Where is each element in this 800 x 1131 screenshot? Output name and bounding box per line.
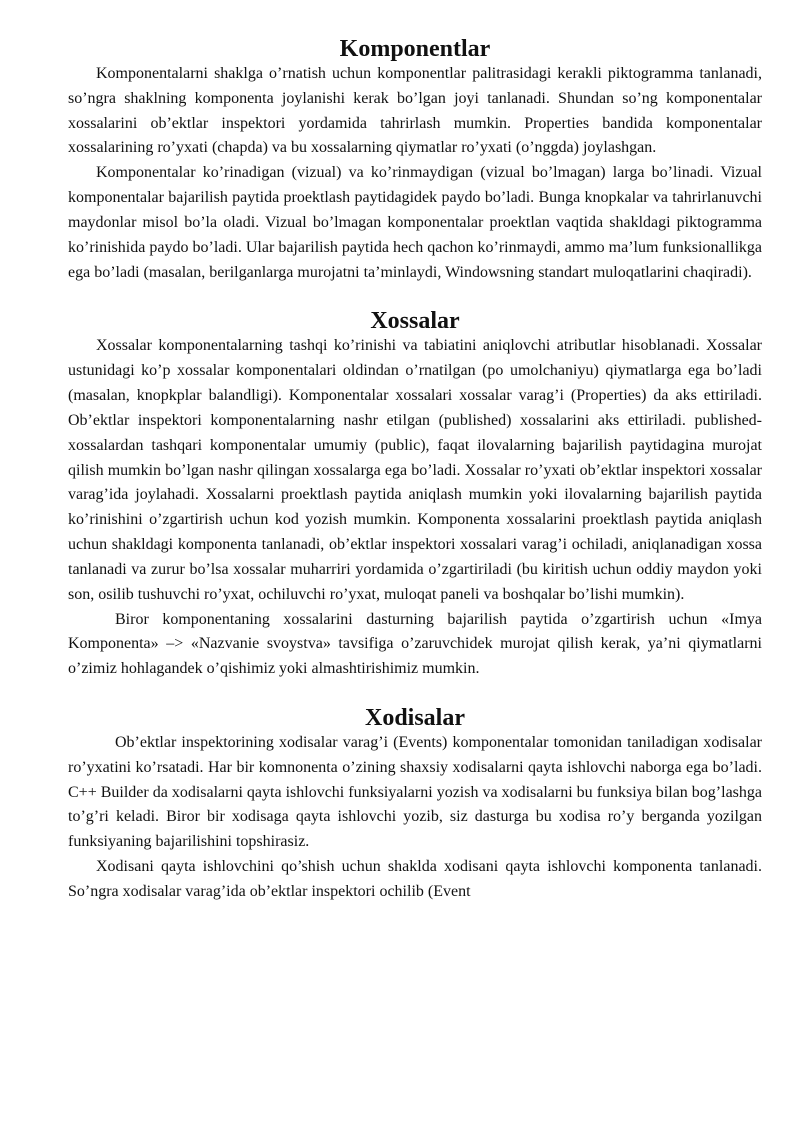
paragraph: Komponentalarni shaklga o’rnatish uchun komponentlar palitrasidagi kerakli piktogramma tanlanadi, so’ngra shaklning komponenta joylanishi kerak bo’lgan joyi tanlanadi. Shundan so’ng komponentalar xossalarini ob’ektlar inspektori yordamida tahrirlash mumkin. Properties bandida komponentalar xossalarining ro’yxati (chapda) va bu xossalarning qiymatlar ro’yxati (o’nggda) joylashgan. [68,64,762,157]
paragraph: Komponentalar ko’rinadigan (vizual) va ko’rinmaydigan (vizual bo’lmagan) larga bo’linadi. Vizual komponentalar bajarilish paytida proektlash paytidagidek paydo bo’ladi. Bunga knopkalar va tahrirlanuvchi maydonlar misol bo’la oladi. Vizual bo’lmagan komponentalar proektlan vaqtida shakldagi piktogramma ko’rinishida paydo bo’ladi. Ular bajarilish paytida hech qachon ko’rinmaydi, ammo ma’lum funksionallikga ega bo’ladi (masalan, berilganlarga murojatni ta’minlaydi, Windowsning standart muloqatlarini chaqiradi). [68,164,762,281]
paragraph: Xodisani qayta ishlovchini qo’shish uchun shaklda xodisani qayta ishlovchi komponenta tanlanadi. So’ngra xodisalar varag’ida ob’ektlar inspektori ochilib (Event [68,858,762,900]
section-title-komponentlar: Komponentlar [339,36,491,62]
paragraph: Xossalar komponentalarning tashqi ko’rinishi va tabiatini aniqlovchi atributlar hisoblanadi. Xossalar ustunidagi ko’p xossalar komponentalari oldindan o’rnatilgan (po umolchaniyu) qiymatlarga ega bo’ladi (masalan, knopkplar balandligi). Komponentalar xossalari xossalar varag’i (Properties) da aks ettiriladi. Ob’ektlar inspektori komponentalarning nashr etilgan (published) xossalarini aks ettiriladi. published-xossalardan tashqari komponentalar umumiy (public), faqat ilovalarning bajarilish paytidagina murojat qilish mumkin bo’lgan nashr qilingan xossalarga ega bo’ladi. Xossalar ro’yxati ob’ektlar inspektori xossalar varag’ida joylahadi. Xossalarni proektlash paytida aniqlash mumkin yoki ilovalarning bajarilish paytida ko’rinishini o’zgartirish uchun kod yozish mumkin. Komponenta xossalarini proektlash paytida aniqlash uchun shakldagi komponenta tanlanadi, ob’ektlar inspektori xossalari varag’i ochiladi, aniqlanadigan xossa tanlanadi va zurur bo’lsa xossalar muharriri yordamida o’zgartiriladi (bu kiritish uchun oddiy maydon yoki son, osilib tushuvchi ro’yxat, ochiluvchi ro’yxat, muloqat paneli va boshqalar bo’lishi mumkin). [68,337,762,603]
paragraph: Biror komponentaning xossalarini dasturning bajarilish paytida o’zgartirish uchun «Imya Komponenta» –> «Nazvanie svoystva» tavsifiga o’zaruvchidek murojat qilish kerak, ya’ni qiymatlarni o’zimiz hohlagandek o’qishimiz yoki almashtirishimiz mumkin. [68,610,762,678]
document-page [68,37,762,905]
paragraph: Ob’ektlar inspektorining xodisalar varag’i (Events) komponentalar tomonidan taniladigan xodisalar ro’yxatini ko’rsatadi. Har bir komnonenta o’zining shaxsiy xodisalarni qayta ishlovchi naborga ega bo’ladi. C++ Builder da xodisalarni qayta ishlovchi funksiyalarni yozish va xodisalarni bu funksiya bilan bog’lashga to’g’ri keladi. Biror bir xodisaga qayta ishlovchi yozib, siz dasturga bu xodisa ro’y berganda yozilgan funksiyaning bajarilishini topshirasiz. [68,733,762,851]
section-title-xodisalar: Xodisalar [364,705,465,732]
section-gap [68,285,762,309]
section-gap [68,682,762,706]
section-title-xossalar: Xossalar [370,308,460,335]
